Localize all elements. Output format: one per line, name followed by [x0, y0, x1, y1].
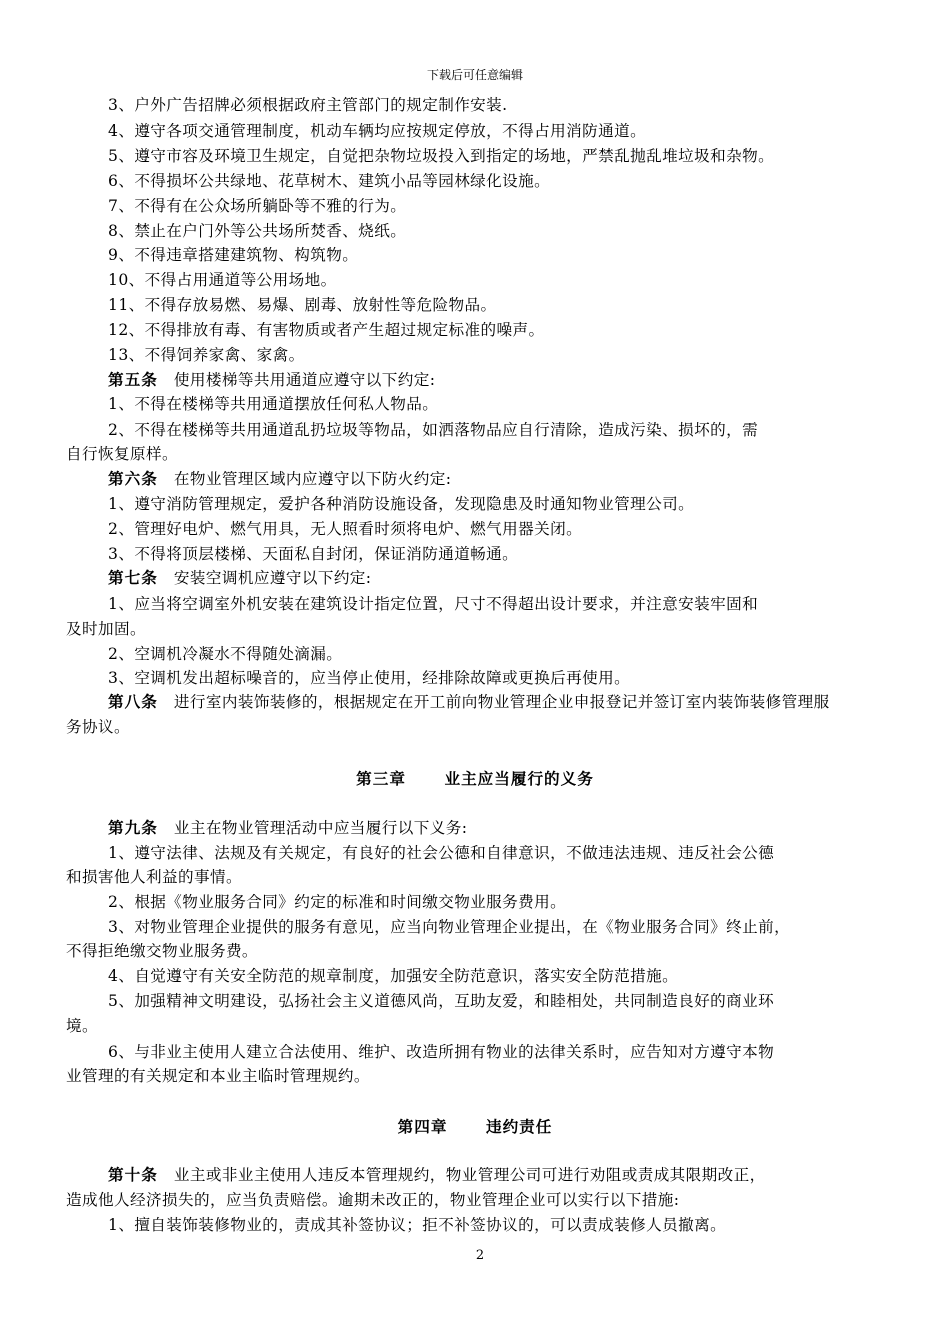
chapter-title: 第四章 违约责任 — [397, 1118, 553, 1136]
text-line: 1、遵守消防管理规定，爱护各种消防设施设备，发现隐患及时通知物业管理公司。 — [108, 495, 695, 513]
text-line: 7、不得有在公众场所躺卧等不雅的行为。 — [108, 197, 407, 215]
text-line: 5、加强精神文明建设，弘扬社会主义道德风尚，互助友爱，和睦相处，共同制造良好的商业环 — [108, 992, 775, 1010]
text-line: 1、遵守法律、法规及有关规定，有良好的社会公德和自律意识，不做违法违规、违反社会公德 — [108, 844, 775, 862]
text-line: 5、遵守市容及环境卫生规定，自觉把杂物垃圾投入到指定的场地，严禁乱抛乱堆垃圾和杂物。 — [108, 147, 775, 165]
article-text: 在物业管理区域内应遵守以下防火约定: — [173, 470, 452, 488]
text-line: 业管理的有关规定和本业主临时管理规约。 — [66, 1067, 370, 1085]
article-number: 第八条 — [108, 693, 158, 711]
article-heading — [108, 818, 467, 838]
page-number: 2 — [475, 1248, 485, 1263]
text-line: 6、与非业主使用人建立合法使用、维护、改造所拥有物业的法律关系时，应告知对方遵守本物 — [108, 1043, 775, 1061]
text-line: 1、擅自装饰装修物业的，责成其补签协议；拒不补签协议的，可以责成装修人员撤离。 — [108, 1216, 727, 1234]
text-line: 造成他人经济损失的，应当负责赔偿。逾期未改正的，物业管理企业可以实行以下措施: — [66, 1191, 680, 1209]
chapter-title: 第三章 业主应当履行的义务 — [356, 770, 594, 788]
article-number: 第五条 — [108, 371, 158, 389]
text-line: 4、自觉遵守有关安全防范的规章制度，加强安全防范意识，落实安全防范措施。 — [108, 967, 679, 985]
article-number: 第十条 — [108, 1166, 158, 1184]
article-heading — [108, 1165, 766, 1185]
text-line: 和损害他人利益的事情。 — [66, 868, 242, 886]
text-line: 9、不得违章搭建建筑物、构筑物。 — [108, 246, 359, 264]
text-line: 自行恢复原样。 — [66, 445, 178, 463]
text-line: 3、对物业管理企业提供的服务有意见，应当向物业管理企业提出，在《物业服务合同》终止前， — [108, 918, 791, 936]
article-text: 进行室内装饰装修的，根据规定在开工前向物业管理企业申报登记并签订室内装饰装修管理服 — [173, 693, 830, 711]
text-line: 1、不得在楼梯等共用通道摆放任何私人物品。 — [108, 395, 439, 413]
article-heading — [108, 370, 435, 390]
article-text: 业主或非业主使用人违反本管理规约，物业管理公司可进行劝阻或责成其限期改正， — [173, 1166, 766, 1184]
text-line: 12、不得排放有毒、有害物质或者产生超过规定标准的噪声。 — [108, 321, 545, 339]
page-header: 下载后可任意编辑 — [426, 68, 523, 82]
text-line: 3、空调机发出超标噪音的，应当停止使用，经排除故障或更换后再使用。 — [108, 669, 631, 687]
text-line: 6、不得损坏公共绿地、花草树木、建筑小品等园林绿化设施。 — [108, 172, 551, 190]
article-number: 第七条 — [108, 569, 158, 587]
article-text: 使用楼梯等共用通道应遵守以下约定: — [173, 371, 436, 389]
text-line: 3、不得将顶层楼梯、天面私自封闭，保证消防通道畅通。 — [108, 545, 519, 563]
article-text: 安装空调机应遵守以下约定: — [173, 569, 372, 587]
text-line: 4、遵守各项交通管理制度，机动车辆均应按规定停放，不得占用消防通道。 — [108, 122, 647, 140]
text-line: 2、根据《物业服务合同》约定的标准和时间缴交物业服务费用。 — [108, 893, 567, 911]
text-line: 10、不得占用通道等公用场地。 — [108, 271, 337, 289]
text-line: 2、不得在楼梯等共用通道乱扔垃圾等物品，如洒落物品应自行清除，造成污染、损坏的，需 — [108, 421, 759, 439]
article-number: 第九条 — [108, 819, 158, 837]
article-number: 第六条 — [108, 470, 158, 488]
text-line: 3、户外广告招牌必须根据政府主管部门的规定制作安装. — [108, 96, 508, 114]
text-line: 1、应当将空调室外机安装在建筑设计指定位置，尺寸不得超出设计要求，并注意安装牢固和 — [108, 595, 759, 613]
article-heading — [108, 568, 371, 588]
text-line: 不得拒绝缴交物业服务费。 — [66, 942, 258, 960]
article-heading — [108, 469, 451, 489]
text-line: 8、禁止在户门外等公共场所焚香、烧纸。 — [108, 222, 407, 240]
text-line: 境。 — [66, 1017, 98, 1035]
article-heading — [108, 692, 830, 712]
text-line: 11、不得存放易燃、易爆、剧毒、放射性等危险物品。 — [108, 296, 497, 314]
text-line: 2、管理好电炉、燃气用具，无人照看时须将电炉、燃气用器关闭。 — [108, 520, 583, 538]
text-line: 及时加固。 — [66, 620, 146, 638]
text-line: 2、空调机冷凝水不得随处滴漏。 — [108, 645, 343, 663]
text-line: 13、不得饲养家禽、家禽。 — [108, 346, 305, 364]
article-text: 业主在物业管理活动中应当履行以下义务: — [173, 819, 468, 837]
text-line: 务协议。 — [66, 718, 130, 736]
